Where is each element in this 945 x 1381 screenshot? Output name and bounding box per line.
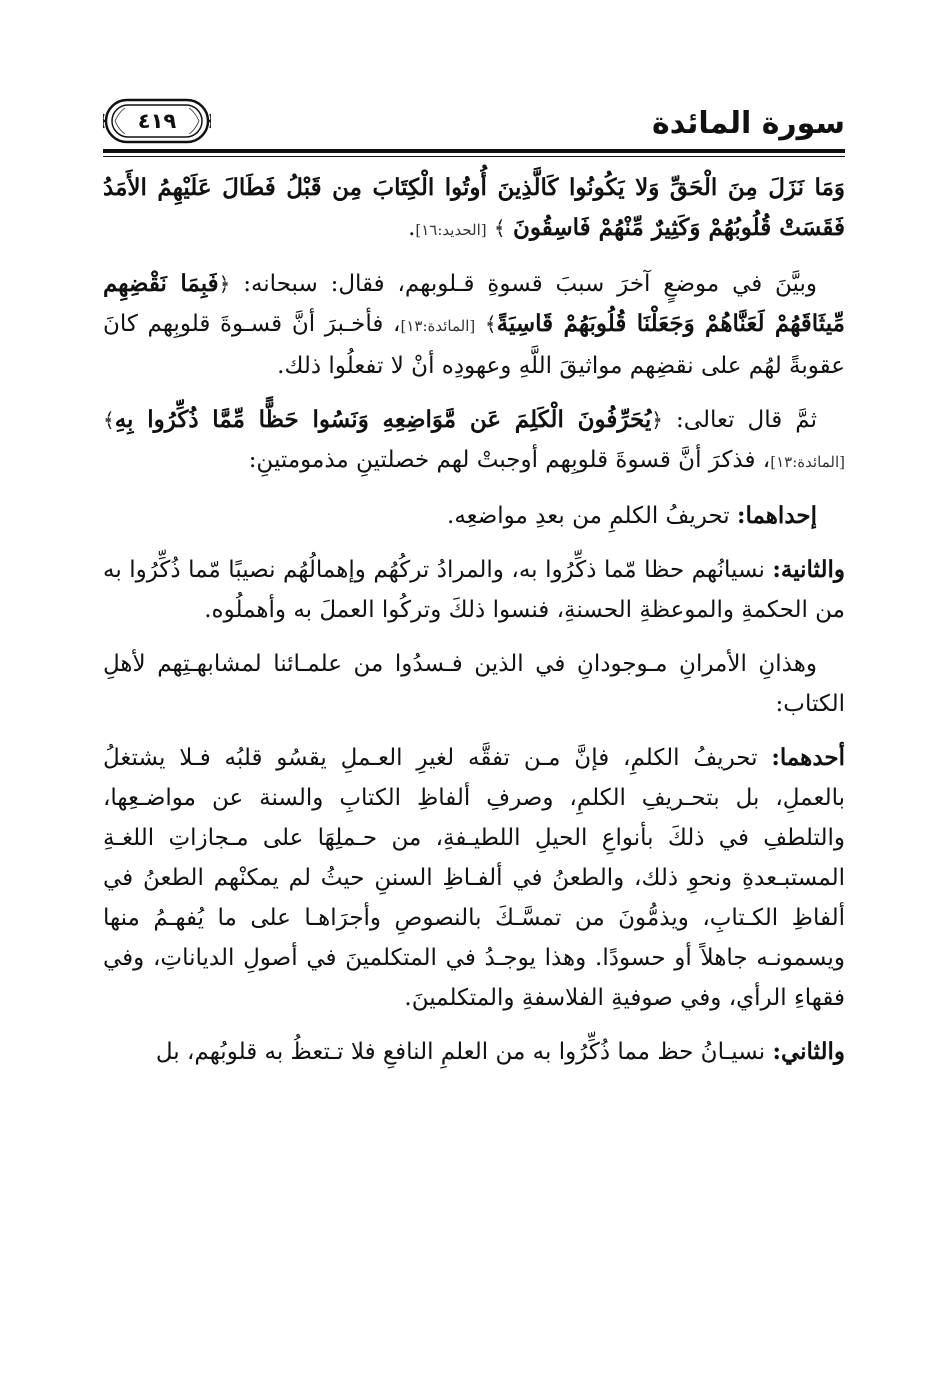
verse-close-bracket: ﴾: [493, 216, 506, 240]
paragraph-point: [103, 496, 845, 536]
quran-verse: يُحَرِّفُونَ الْكَلِمَ عَن مَّوَاضِعِهِ وَنَسُوا حَظًّا مِّمَّا ذُكِّرُوا بِهِ: [114, 406, 652, 433]
verse-close-bracket: ﴾: [484, 312, 497, 336]
paragraph-text: نسيـانُ حظ مما ذُكِّرُوا به من العلمِ النافعِ فلا تـتعظُ به قلوبُهم، بل: [155, 1039, 773, 1065]
point-lead: أحدهما:: [771, 744, 845, 771]
header-rule-thin: [103, 156, 845, 157]
paragraph-quran-quote: [103, 168, 845, 250]
page-body: [103, 168, 845, 1086]
paragraph-point: [103, 738, 845, 1018]
paragraph-text: تحريفُ الكلمِ، فإنَّ مـن تفقَّه لغيرِ العـملِ يقسُو قلبُه فـلا يشتغلُ بالعملِ، بل بتحـريفِ الكلمِ، وصرفِ ألفاظِ الكتابِ والسنة عن مواضـعِها، والتلطفِ في ذلكَ بأنواعِ الحيلِ اللطيـفةِ، من حـملِهَا على مـجازاتِ اللغـةِ المستبـعدةِ ونحوِ ذلك، والطعنُ في ألفـاظِ السننِ حيثُ لم يمكنْهم الطعنُ في ألفاظِ الكـتابِ، ويذمُّونَ من تمسَّـكَ بالنصوصِ وأجرَاهـا على ما يُفهـمُ منها ويسمونـه جاهلاً أو حسودًا. وهذا يوجـدُ في المتكلمينَ في أصولِ الدياناتِ، وفي فقهاءِ الرأي، وفي صوفيةِ الفلاسفةِ والمتكلمينَ.: [103, 745, 845, 1011]
page-number-badge: [103, 94, 211, 148]
verse-reference: [المائدة:١٣]: [400, 317, 476, 335]
paragraph-text: نسيانُهم حظا مّما ذكِّرُوا به، والمرادُ تركُهُم وإهمالُهُم نصيبًا مّما ذُكِّرُوا به من الحكمةِ والموعظةِ الحسنةِ، فنسوا ذلكَ وتركُوا العملَ به وأهملُوه.: [103, 557, 845, 623]
paragraph-text: تحريفُ الكلمِ من بعدِ مواضعِه.: [447, 503, 737, 529]
paragraph-text: وهذانِ الأمرانِ مـوجودانِ في الذين فـسدُوا من علمـائنا لمشابهـتِهم لأهلِ الكتاب:: [103, 651, 845, 717]
verse-open-bracket: ﴿: [651, 408, 663, 432]
verse-close-bracket: ﴾: [103, 408, 115, 432]
verse-reference: [الحديد:١٦]: [415, 221, 487, 239]
paragraph-intro: ثمَّ قال تعالى:: [676, 407, 817, 433]
paragraph-tail: .: [408, 215, 416, 241]
paragraph-explanation: [103, 400, 845, 482]
surah-title: سورة المائدة: [652, 106, 845, 141]
page-header: [0, 0, 945, 160]
paragraph-explanation: [103, 644, 845, 724]
verse-open-bracket: ﴿: [218, 272, 231, 296]
point-lead: والثانية:: [772, 556, 845, 583]
quran-verse: فَبِمَا نَقْضِهِم مِّيثَاقَهُمْ لَعَنَّاهُمْ وَجَعَلْنَا قُلُوبَهُمْ قَاسِيَةً: [103, 270, 845, 337]
paragraph-point: [103, 550, 845, 630]
paragraph-explanation: [103, 264, 845, 386]
header-rule-thick: [103, 149, 845, 153]
paragraph-text: ، فأخـبرَ أنَّ قسـوةَ قلوبِهم كانَ عقوبةً لهُم على نقضِهم مواثيقَ اللَّهِ وعهودِه أنْ لا تفعلُوا ذلك.: [103, 311, 845, 379]
paragraph-intro: وبيَّنَ في موضعٍ آخرَ سببَ قسوةِ قـلوبهم، فقال: سبحانه:: [243, 271, 818, 297]
point-lead: إحداهما:: [737, 502, 817, 529]
verse-reference: [المائدة:١٣]: [770, 453, 845, 471]
point-lead: والثاني:: [772, 1038, 845, 1065]
page-number: ٤١٩: [137, 109, 177, 133]
paragraph-point: [103, 1032, 845, 1072]
quran-verse: وَمَا نَزَلَ مِنَ الْحَقِّ وَلا يَكُونُوا كَالَّذِينَ أُوتُوا الْكِتَابَ مِن قَبْلُ فَطَالَ عَلَيْهِمُ الأَمَدُ فَقَسَتْ قُلُوبُهُمْ وَكَثِيرٌ مِّنْهُمْ فَاسِقُونَ: [103, 174, 845, 241]
paragraph-text: ، فذكرَ أنَّ قسوةَ قلوبِهم أوجبتْ لهم خصلتينِ مذمومتينِ:: [248, 447, 771, 473]
